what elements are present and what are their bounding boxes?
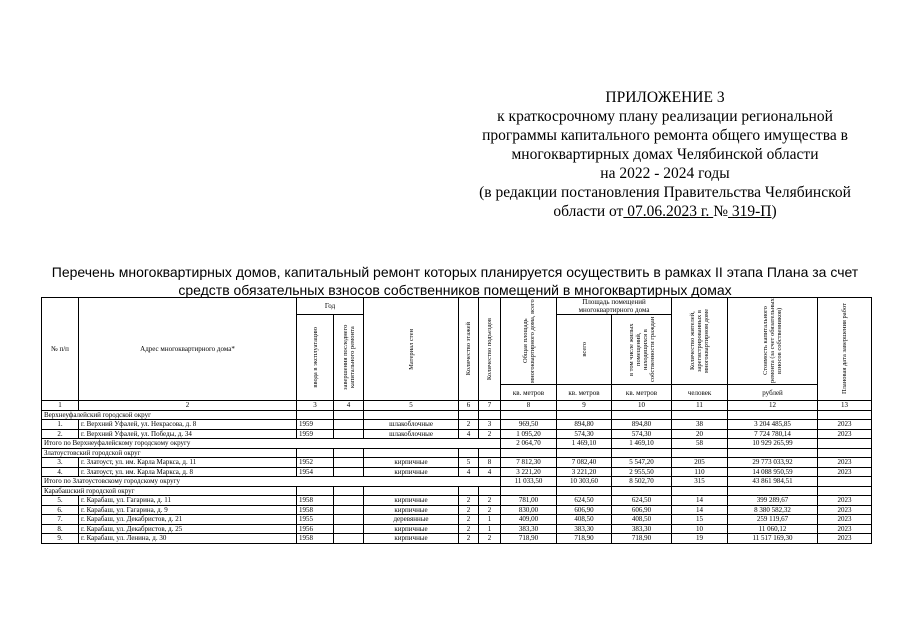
- total-label: Итого по Верхнеуфалейскому городскому округу: [42, 439, 501, 449]
- appendix-close: ): [771, 203, 777, 220]
- empty-cell: [459, 486, 479, 496]
- empty-cell: [818, 448, 872, 458]
- empty-cell: [728, 486, 818, 496]
- row-area: 574,30: [557, 429, 612, 439]
- column-number: 2: [79, 401, 297, 411]
- empty-cell: [479, 410, 501, 420]
- section-name: Верхнеуфалейский городской округ: [42, 410, 297, 420]
- row-address: г. Верхний Уфалей, ул. Некрасова, д. 8: [79, 420, 297, 430]
- houses-table: [41, 297, 872, 544]
- empty-cell: [672, 486, 728, 496]
- appendix-line: программы капитального ремонта общего имущества в: [482, 127, 848, 144]
- row-date: 2023: [818, 515, 872, 525]
- row-area: 624,50: [557, 496, 612, 506]
- empty-cell: [501, 486, 557, 496]
- empty-cell: [818, 477, 872, 487]
- row-cost: 259 119,67: [728, 515, 818, 525]
- row-residents: 20: [672, 429, 728, 439]
- row-wall: шлакоблочные: [364, 420, 459, 430]
- column-number: 1: [42, 401, 79, 411]
- total-row: [42, 477, 872, 487]
- header-year-commission: ввода в эксплуатацию: [311, 327, 319, 388]
- title-line-2: средств обязательных взносов собственников помещений в многоквартирных домах: [178, 282, 732, 298]
- document-title: [40, 263, 870, 299]
- column-number: 13: [818, 401, 872, 411]
- total-owned: 8 502,70: [612, 477, 672, 487]
- row-wall: кирпичные: [364, 458, 459, 468]
- row-area: 718,90: [557, 534, 612, 544]
- header-year-last-repair-cell: [334, 315, 364, 401]
- row-number: 9.: [42, 534, 79, 544]
- empty-cell: [364, 486, 459, 496]
- row-number: 4.: [42, 467, 79, 477]
- row-number: 5.: [42, 496, 79, 506]
- row-residents: 15: [672, 515, 728, 525]
- row-area: 408,50: [557, 515, 612, 525]
- row-wall: кирпичные: [364, 534, 459, 544]
- row-area: 3 221,20: [557, 467, 612, 477]
- row-owned: 408,50: [612, 515, 672, 525]
- row-date: 2023: [818, 467, 872, 477]
- empty-cell: [364, 410, 459, 420]
- row-number: 6.: [42, 505, 79, 515]
- column-number: 11: [672, 401, 728, 411]
- row-total-area: 409,00: [501, 515, 557, 525]
- appendix-number: 319-П: [728, 203, 772, 220]
- header-wall-cell: [364, 298, 459, 401]
- row-last-repair: [334, 496, 364, 506]
- row-address: г. Верхний Уфалей, ул. Победы, д. 34: [79, 429, 297, 439]
- empty-cell: [334, 448, 364, 458]
- row-wall: кирпичные: [364, 496, 459, 506]
- column-number: 4: [334, 401, 364, 411]
- total-area: 2 064,70: [501, 439, 557, 449]
- total-residents: 58: [672, 439, 728, 449]
- appendix-line: ПРИЛОЖЕНИЕ 3: [605, 89, 725, 106]
- row-address: г. Златоуст, ул. им. Карла Маркса, д. 8: [79, 467, 297, 477]
- column-number: 9: [557, 401, 612, 411]
- row-owned: 5 547,20: [612, 458, 672, 468]
- row-address: г. Карабаш, ул. Гагарина, д. 11: [79, 496, 297, 506]
- row-total-area: 781,00: [501, 496, 557, 506]
- header-area-owned: в том числе жилых помещений, находящихся в собственности граждан: [627, 316, 656, 383]
- empty-cell: [459, 410, 479, 420]
- row-cost: 3 204 485,85: [728, 420, 818, 430]
- header-cost-cell: [728, 298, 818, 385]
- header-cost: Стоимость капитального ремонта (за счет обязательных взносов собственников): [762, 298, 784, 384]
- table-row: [42, 524, 872, 534]
- row-cost: 11 060,12: [728, 524, 818, 534]
- empty-cell: [334, 410, 364, 420]
- row-last-repair: [334, 420, 364, 430]
- row-owned: 2 955,50: [612, 467, 672, 477]
- empty-cell: [459, 448, 479, 458]
- row-entrances: 2: [479, 534, 501, 544]
- empty-cell: [501, 410, 557, 420]
- header-year: Год: [297, 298, 364, 315]
- row-last-repair: [334, 534, 364, 544]
- empty-cell: [728, 448, 818, 458]
- header-residents-cell: [672, 298, 728, 385]
- row-number: 3.: [42, 458, 79, 468]
- row-total-area: 969,50: [501, 420, 557, 430]
- row-residents: 14: [672, 505, 728, 515]
- row-residents: 205: [672, 458, 728, 468]
- empty-cell: [557, 486, 612, 496]
- row-date: 2023: [818, 534, 872, 544]
- row-cost: 7 724 780,14: [728, 429, 818, 439]
- row-area: 606,90: [557, 505, 612, 515]
- header-num: № п/п: [42, 298, 79, 401]
- appendix-last-line: [455, 202, 875, 221]
- row-last-repair: [334, 515, 364, 525]
- row-address: г. Карабаш, ул. Ленина, д. 30: [79, 534, 297, 544]
- row-area: 7 082,40: [557, 458, 612, 468]
- header-address: Адрес многоквартирного дома*: [79, 298, 297, 401]
- header-year-last-repair: завершения последнего капитального ремонта: [341, 324, 356, 391]
- row-floors: 4: [459, 467, 479, 477]
- row-cost: 8 380 582,32: [728, 505, 818, 515]
- header-entrances: Количество подъездов: [486, 317, 494, 381]
- header-floors: Количество этажей: [465, 322, 473, 376]
- header-total-area: Общая площадь многоквартирного дома, всего: [521, 299, 536, 383]
- section-row: [42, 486, 872, 496]
- table-row: [42, 515, 872, 525]
- row-year: 1959: [297, 420, 334, 430]
- row-owned: 894,80: [612, 420, 672, 430]
- row-entrances: 3: [479, 420, 501, 430]
- header-residents: Количество жителей, зарегистрированных в многоквартирном доме: [689, 308, 711, 374]
- row-entrances: 2: [479, 429, 501, 439]
- row-residents: 19: [672, 534, 728, 544]
- row-address: г. Карабаш, ул. Декабристов, д. 21: [79, 515, 297, 525]
- row-number: 1.: [42, 420, 79, 430]
- table-row: [42, 429, 872, 439]
- empty-cell: [672, 410, 728, 420]
- row-floors: 2: [459, 524, 479, 534]
- appendix-line: к краткосрочному плану реализации региональной: [497, 108, 833, 125]
- row-last-repair: [334, 458, 364, 468]
- section-row: [42, 448, 872, 458]
- header-entrances-cell: [479, 298, 501, 401]
- row-year: 1958: [297, 496, 334, 506]
- row-owned: 624,50: [612, 496, 672, 506]
- row-year: 1955: [297, 515, 334, 525]
- row-entrances: 2: [479, 505, 501, 515]
- row-address: г. Карабаш, ул. Гагарина, д. 9: [79, 505, 297, 515]
- row-last-repair: [334, 524, 364, 534]
- row-floors: 2: [459, 496, 479, 506]
- total-area: 11 033,50: [501, 477, 557, 487]
- appendix-header: [455, 88, 875, 221]
- column-number: 8: [501, 401, 557, 411]
- empty-cell: [297, 486, 334, 496]
- appendix-prefix: области от: [553, 203, 624, 220]
- title-line-1: Перечень многоквартирных домов, капитальный ремонт которых планируется осуществить в рамках II этапа Плана за счет: [51, 264, 859, 280]
- row-year: 1954: [297, 467, 334, 477]
- empty-cell: [297, 410, 334, 420]
- table-row: [42, 505, 872, 515]
- empty-cell: [728, 410, 818, 420]
- row-number: 7.: [42, 515, 79, 525]
- row-residents: 110: [672, 467, 728, 477]
- row-number: 8.: [42, 524, 79, 534]
- empty-cell: [818, 410, 872, 420]
- appendix-date: 07.06.2023 г.: [623, 203, 714, 220]
- row-residents: 10: [672, 524, 728, 534]
- row-floors: 2: [459, 515, 479, 525]
- appendix-line: (в редакции постановления Правительства Челябинской: [479, 184, 851, 201]
- header-area-all-cell: [557, 315, 612, 385]
- row-owned: 606,90: [612, 505, 672, 515]
- section-name: Карабашский городской округ: [42, 486, 297, 496]
- total-cost: 10 929 265,99: [728, 439, 818, 449]
- row-number: 2.: [42, 429, 79, 439]
- unit-area-all: кв. метров: [557, 385, 612, 401]
- row-area: 383,30: [557, 524, 612, 534]
- column-numbers-row: [42, 401, 872, 411]
- empty-cell: [479, 486, 501, 496]
- table-row: [42, 467, 872, 477]
- header-planned-date: Плановая дата завершения работ: [841, 303, 849, 395]
- row-wall: деревянные: [364, 515, 459, 525]
- table-row: [42, 420, 872, 430]
- row-date: 2023: [818, 496, 872, 506]
- row-floors: 2: [459, 505, 479, 515]
- row-wall: кирпичные: [364, 467, 459, 477]
- appendix-no-sign: №: [713, 203, 728, 220]
- unit-total-area: кв. метров: [501, 385, 557, 401]
- header-wall: Материал стен: [407, 328, 415, 370]
- row-entrances: 2: [479, 496, 501, 506]
- empty-cell: [672, 448, 728, 458]
- section-name: Златоустовский городской округ: [42, 448, 297, 458]
- appendix-line: многоквартирных домах Челябинской области: [511, 146, 819, 163]
- row-area: 894,80: [557, 420, 612, 430]
- row-year: 1952: [297, 458, 334, 468]
- row-date: 2023: [818, 458, 872, 468]
- row-floors: 2: [459, 420, 479, 430]
- total-premises-area: 1 469,10: [557, 439, 612, 449]
- row-floors: 5: [459, 458, 479, 468]
- unit-residents: человек: [672, 385, 728, 401]
- header-area-all: всего: [580, 342, 588, 357]
- empty-cell: [334, 486, 364, 496]
- row-wall: шлакоблочные: [364, 429, 459, 439]
- row-last-repair: [334, 467, 364, 477]
- row-wall: кирпичные: [364, 524, 459, 534]
- empty-cell: [612, 448, 672, 458]
- empty-cell: [612, 486, 672, 496]
- row-total-area: 3 221,20: [501, 467, 557, 477]
- header-year-commission-cell: [297, 315, 334, 401]
- row-address: г. Златоуст, ул. им. Карла Маркса, д. 11: [79, 458, 297, 468]
- column-number: 3: [297, 401, 334, 411]
- empty-cell: [364, 448, 459, 458]
- row-date: 2023: [818, 429, 872, 439]
- column-number: 6: [459, 401, 479, 411]
- empty-cell: [557, 410, 612, 420]
- row-entrances: 8: [479, 458, 501, 468]
- total-cost: 43 861 984,51: [728, 477, 818, 487]
- table-row: [42, 534, 872, 544]
- empty-cell: [612, 410, 672, 420]
- row-floors: 2: [459, 534, 479, 544]
- row-residents: 14: [672, 496, 728, 506]
- header-premises-area: Площадь помещений многоквартирного дома: [557, 298, 672, 315]
- total-label: Итого по Златоустовскому городскому округу: [42, 477, 501, 487]
- row-wall: кирпичные: [364, 505, 459, 515]
- table-row: [42, 458, 872, 468]
- row-residents: 38: [672, 420, 728, 430]
- unit-area-owned: кв. метров: [612, 385, 672, 401]
- row-last-repair: [334, 429, 364, 439]
- row-cost: 399 289,67: [728, 496, 818, 506]
- appendix-line: на 2022 - 2024 годы: [600, 165, 730, 182]
- row-cost: 14 088 950,59: [728, 467, 818, 477]
- empty-cell: [818, 439, 872, 449]
- column-number: 7: [479, 401, 501, 411]
- row-cost: 11 517 169,30: [728, 534, 818, 544]
- table-row: [42, 496, 872, 506]
- row-total-area: 1 095,20: [501, 429, 557, 439]
- row-entrances: 4: [479, 467, 501, 477]
- row-total-area: 830,00: [501, 505, 557, 515]
- row-entrances: 1: [479, 515, 501, 525]
- row-year: 1956: [297, 524, 334, 534]
- empty-cell: [557, 448, 612, 458]
- header-planned-date-cell: [818, 298, 872, 401]
- row-last-repair: [334, 505, 364, 515]
- row-address: г. Карабаш, ул. Декабристов, д. 25: [79, 524, 297, 534]
- row-floors: 4: [459, 429, 479, 439]
- column-number: 5: [364, 401, 459, 411]
- empty-cell: [818, 486, 872, 496]
- empty-cell: [501, 448, 557, 458]
- total-premises-area: 10 303,60: [557, 477, 612, 487]
- total-residents: 315: [672, 477, 728, 487]
- header-area-owned-cell: [612, 315, 672, 385]
- empty-cell: [479, 448, 501, 458]
- total-row: [42, 439, 872, 449]
- section-row: [42, 410, 872, 420]
- row-entrances: 1: [479, 524, 501, 534]
- total-owned: 1 469,10: [612, 439, 672, 449]
- empty-cell: [297, 448, 334, 458]
- row-year: 1958: [297, 534, 334, 544]
- row-owned: 574,30: [612, 429, 672, 439]
- column-number: 10: [612, 401, 672, 411]
- row-total-area: 383,30: [501, 524, 557, 534]
- column-number: 12: [728, 401, 818, 411]
- header-floors-cell: [459, 298, 479, 401]
- row-cost: 29 773 033,92: [728, 458, 818, 468]
- row-total-area: 7 812,30: [501, 458, 557, 468]
- header-total-area-cell: [501, 298, 557, 385]
- row-total-area: 718,90: [501, 534, 557, 544]
- row-year: 1959: [297, 429, 334, 439]
- unit-cost: рублей: [728, 385, 818, 401]
- row-owned: 383,30: [612, 524, 672, 534]
- row-year: 1958: [297, 505, 334, 515]
- row-date: 2023: [818, 420, 872, 430]
- row-date: 2023: [818, 524, 872, 534]
- row-date: 2023: [818, 505, 872, 515]
- row-owned: 718,90: [612, 534, 672, 544]
